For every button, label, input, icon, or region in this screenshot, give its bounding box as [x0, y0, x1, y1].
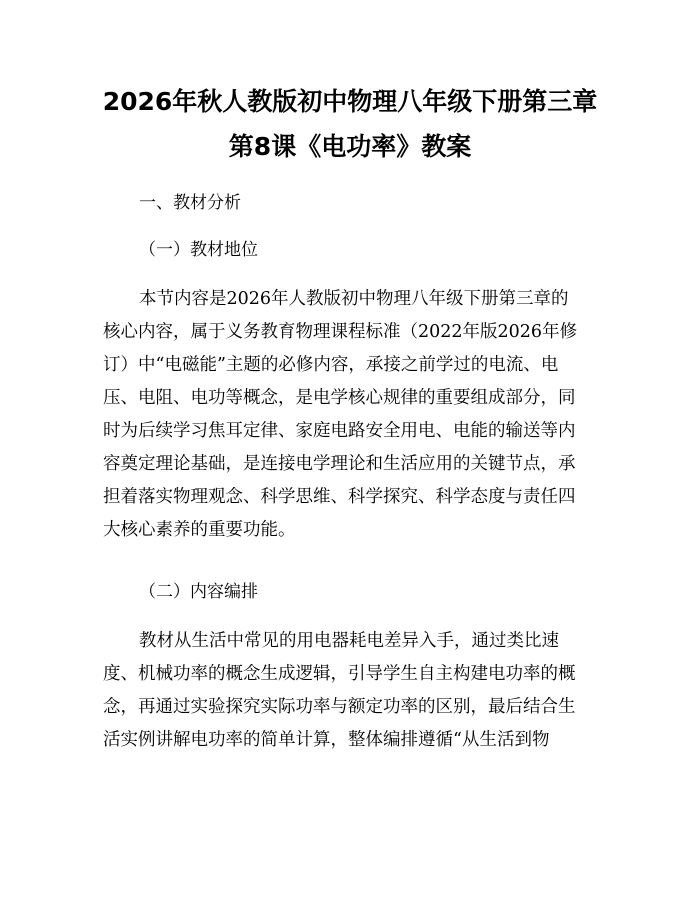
paragraph-line: 担着落实物理观念、科学思维、科学探究、科学态度与责任四 [103, 487, 576, 507]
paragraph-line: 本节内容是2026年人教版初中物理八年级下册第三章的 [139, 289, 569, 309]
section-heading-textbook-analysis: 一、教材分析 [139, 193, 241, 213]
paragraph-line: 度、机械功率的概念生成逻辑，引导学生自主构建电功率的概 [103, 664, 576, 684]
paragraph-line: 教材从生活中常见的用电器耗电差异入手，通过类比速 [139, 631, 559, 651]
paragraph-line: 念，再通过实验探究实际功率与额定功率的区别，最后结合生 [103, 697, 576, 717]
paragraph-line: 订）中“电磁能”主题的必修内容，承接之前学过的电流、电 [103, 355, 559, 375]
document-title-line-2: 第8课《电功率》教案 [228, 132, 472, 161]
paragraph-line: 大核心素养的重要功能。 [103, 520, 296, 540]
paragraph-line: 时为后续学习焦耳定律、家庭电路安全用电、电能的输送等内 [103, 421, 576, 441]
subsection-heading-textbook-position: （一）教材地位 [139, 240, 258, 260]
paragraph-line: 活实例讲解电功率的简单计算，整体编排遵循“从生活到物 [103, 730, 550, 750]
subsection-heading-content-arrangement: （二）内容编排 [139, 582, 258, 602]
paragraph-line: 核心内容，属于义务教育物理课程标准（2022年版2026年修 [103, 322, 578, 342]
document-title-line-1: 2026年秋人教版初中物理八年级下册第三章 [102, 87, 598, 116]
paragraph-line: 容奠定理论基础，是连接电学理论和生活应用的关键节点，承 [103, 454, 576, 474]
paragraph-line: 压、电阻、电功等概念，是电学核心规律的重要组成部分，同 [103, 388, 576, 408]
